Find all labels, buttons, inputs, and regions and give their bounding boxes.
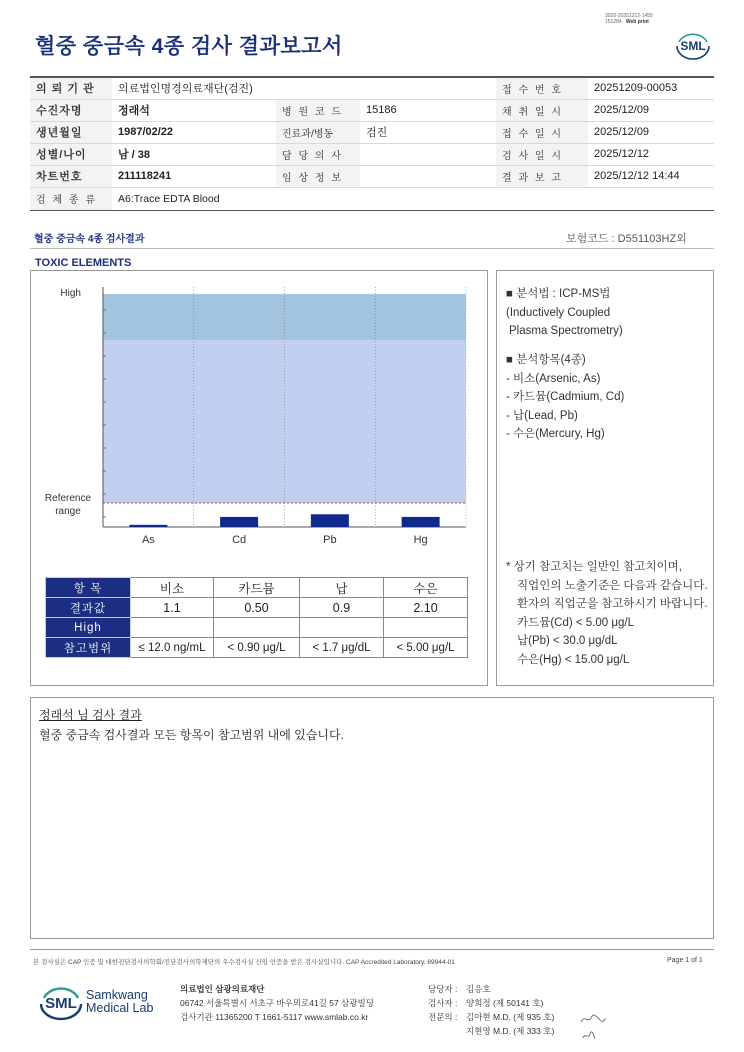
info-label: 진료과/병동 [276,121,360,143]
info-label: 생년월일 [30,121,112,143]
note-line: (Inductively Coupled [506,306,611,319]
item-name: 수은 [384,578,468,598]
info-value: 정래석 [112,99,276,121]
samkwang-logo-icon [37,982,85,1022]
item-high [131,618,214,638]
info-label: 접 수 번 호 [496,77,588,99]
item-range: < 1.7 μg/dL [300,638,384,658]
info-label: 결 과 보 고 [496,165,588,187]
print-id: 3020-20251212-1455 151284 Web print [605,13,653,25]
reference-notes [506,558,711,669]
note-line: 수은(Hg) < 15.00 μg/L [517,653,630,666]
results-range-row [46,638,468,658]
staff-row: 검사자 : 양희정 (제 50141 호) [428,998,544,1008]
info-row [30,143,714,165]
info-value: 1987/02/22 [112,121,276,143]
info-label: 병 원 코 드 [276,99,360,121]
sml-logo-text: SML [680,39,706,53]
x-tick-label: Hg [413,534,428,546]
results-header-row [46,578,468,598]
bar-as [129,525,167,527]
patient-info-table [30,76,714,211]
info-label: 성별/나이 [30,143,112,165]
note-line: Plasma Spectrometry) [509,325,623,337]
info-row [30,187,714,210]
x-tick-label: As [141,534,155,546]
note-line: 카드뮴(Cd) < 5.00 μg/L [517,616,634,629]
item-high [300,618,384,638]
info-row [30,121,714,143]
section-heading: 혈중 중금속 4종 검사결과 [34,234,145,245]
info-value: 검진 [360,121,496,143]
info-row [30,165,714,187]
info-value [360,165,496,187]
item-name: 납 [300,578,384,598]
item-range: < 5.00 μg/L [384,638,468,658]
item-high [214,618,300,638]
organization-info: 의료법인 삼광의료재단 06742 서울특별시 서초구 바우뫼로41길 57 삼광빌딩 검사기관 11365200 T 1661-5117 www.smlab.co.kr [180,984,374,1022]
staff-row: 지현영 M.D. (제 333 호) [466,1026,555,1036]
bar-hg [402,517,440,527]
x-tick-label: Pb [323,534,337,546]
info-label: 접 수 일 시 [496,121,588,143]
item-name: 카드뮴 [214,578,300,598]
results-high-row [46,618,468,638]
info-label: 검 사 일 시 [496,143,588,165]
note-line: 납(Pb) < 30.0 μg/dL [517,635,618,647]
method-notes [506,285,706,341]
staff-row: 전문의 : 김아현 M.D. (제 935 호) [428,1012,555,1022]
reference-band [103,340,466,503]
method-notes-box [496,270,714,686]
x-tick-label: Cd [232,534,247,546]
item-high [384,618,468,638]
report-title: 혈중 중금속 4종 검사 결과보고서 [35,35,343,58]
row-label: 참고범위 [46,638,131,658]
info-value: 의료법인명경의료재단(검진) [112,77,496,99]
note-line: 환자의 직업군을 참고하시기 바랍니다. [517,598,708,610]
certification-text: 본 검사실은 CAP 인증 및 대한진단검사의학회/진단검사의학재단의 우수검사실 신임 인증을 받은 검사실입니다. CAP Accredited Laboratory. 69944-01 [33,959,455,966]
results-header-label: 항 목 [46,578,131,598]
info-value [360,143,496,165]
analysis-items [506,351,706,444]
comment-box [30,697,714,939]
staff-row: 담당자 : 김응호 [428,984,491,994]
item-value: 2.10 [384,598,468,618]
item-range: ≤ 12.0 ng/mL [131,638,214,658]
info-value: 20251209-00053 [588,77,714,99]
toxic-elements-chart [30,270,488,570]
note-line: - 카드뮴(Cadmium, Cd) [506,391,625,403]
info-label: 임 상 정 보 [276,165,360,187]
info-value: 15186 [360,99,496,121]
bar-cd [220,517,258,527]
info-label: 검 체 종 류 [30,187,112,210]
info-label: 수진자명 [30,99,112,121]
item-range: < 0.90 μg/L [214,638,300,658]
note-line: 직업인의 노출기준은 다음과 같습니다. [517,579,708,592]
info-label: 채 취 일 시 [496,99,588,121]
results-table [45,577,468,658]
info-value: 2025/12/12 14:44 [588,165,714,187]
note-line: - 수은(Mercury, Hg) [506,428,605,440]
info-label: 담 당 의 사 [276,143,360,165]
info-value: A6:Trace EDTA Blood [112,187,714,210]
insurance-code: 보험코드 : D551103HZ외 [566,233,687,245]
item-value: 0.50 [214,598,300,618]
section-divider [30,248,714,249]
item-name: 비소 [131,578,214,598]
item-value: 0.9 [300,598,384,618]
info-value: 211118241 [112,165,276,187]
staff-list [428,982,554,1038]
signature-icon [578,1010,608,1044]
info-value: 남 / 38 [112,143,276,165]
note-line: ■ 분석항목(4종) [506,354,586,366]
info-row [30,99,714,121]
footer-divider [30,949,714,950]
info-row [30,77,714,99]
brand-name: Samkwang Medical Lab [86,988,154,1015]
note-line: - 납(Lead, Pb) [506,409,578,422]
toxic-elements-label: TOXIC ELEMENTS [35,257,132,269]
results-value-row [46,598,468,618]
info-label: 의 뢰 기 관 [30,77,112,99]
comment-text: 혈중 중금속 검사결과 모든 항목이 참고범위 내에 있습니다. [39,728,344,742]
note-line: ■ 분석법 : ICP-MS법 [506,288,611,300]
info-value: 2025/12/09 [588,121,714,143]
page-number: Page 1 of 1 [667,957,703,964]
info-label: 차트번호 [30,165,112,187]
y-label-high: High [60,288,81,299]
y-label-reference: Reference range [44,493,92,517]
row-label: High [46,618,131,638]
info-value: 2025/12/12 [588,143,714,165]
row-label: 결과값 [46,598,131,618]
comment-title: 정래석 님 검사 결과 [39,708,142,722]
samkwang-logo-text: SML [45,995,77,1012]
sml-logo-icon [673,28,713,62]
note-line: * 상기 참고치는 일반인 참고치이며, [506,561,682,573]
note-line: - 비소(Arsenic, As) [506,372,601,385]
item-value: 1.1 [131,598,214,618]
info-value: 2025/12/09 [588,99,714,121]
bar-pb [311,514,349,527]
